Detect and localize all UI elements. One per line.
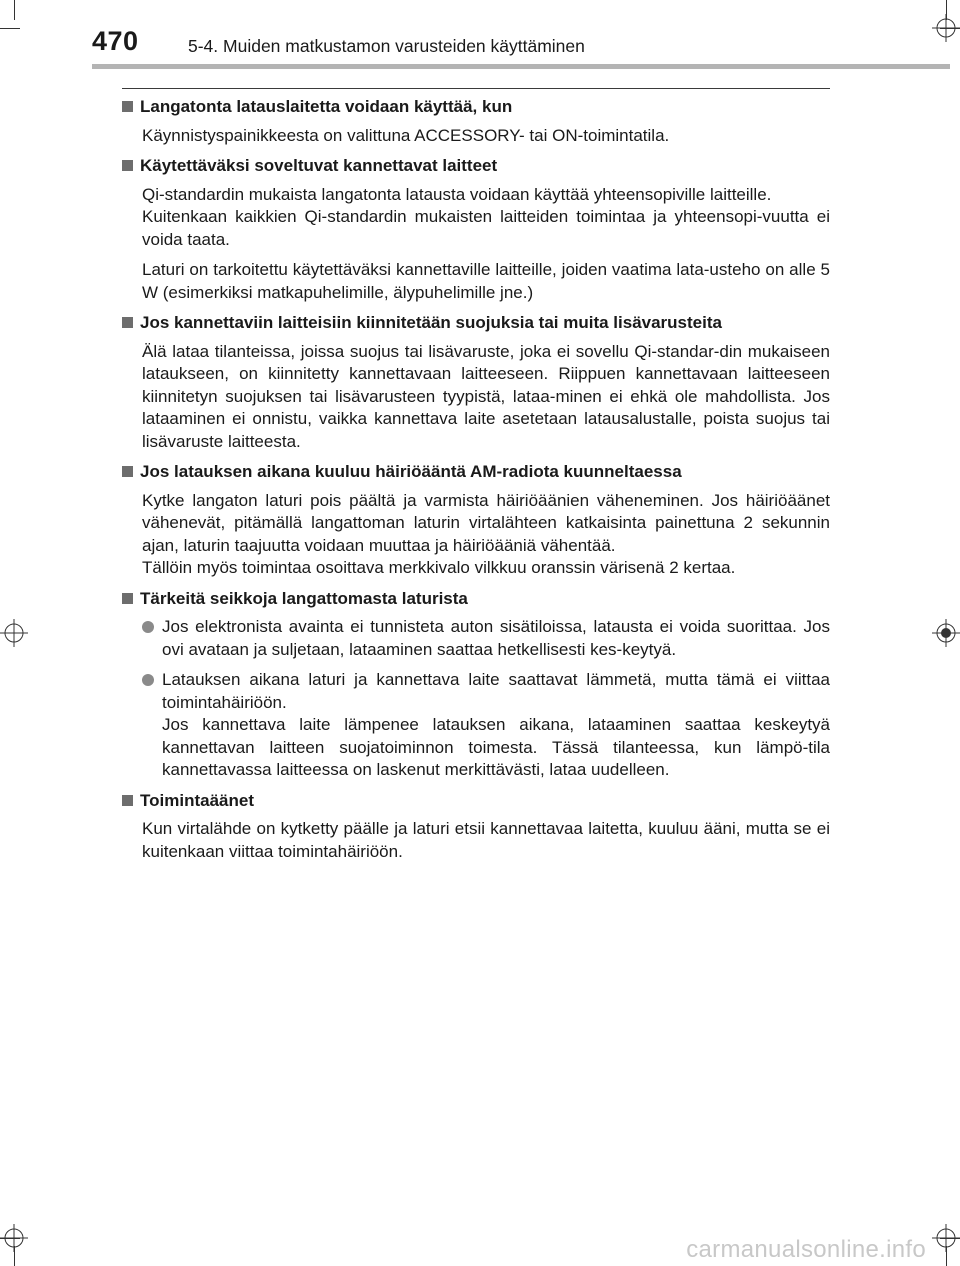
section-heading: [122, 155, 830, 178]
paragraph-line: Tällöin myös toimintaa osoittava merkkivalo vilkkuu oranssin värisenä 2 kertaa.: [142, 558, 736, 577]
paragraph-line: Käynnistyspainikkeesta on valittuna ACCESSORY- tai ON-toimintatila.: [142, 125, 670, 145]
section-block: [122, 96, 830, 147]
registration-mark-icon: [0, 1224, 28, 1252]
crop-line: [0, 28, 20, 29]
section-heading-text: Jos latauksen aikana kuuluu häiriöääntä AM-radiota kuunneltaessa: [140, 462, 682, 481]
square-bullet-icon: [122, 795, 133, 806]
bullet-line: Latauksen aikana laturi ja kannettava laite saattavat lämmetä, mutta tämä ei viittaa toimintahäiriöön.: [162, 670, 830, 712]
round-bullet-icon: [142, 621, 154, 633]
section-block: [122, 461, 830, 580]
paragraph-line: Qi-standardin mukaista langatonta latausta voidaan käyttää yhteensopiville laitteille.: [142, 184, 772, 204]
section-heading: [122, 461, 830, 484]
paragraph: [122, 341, 830, 454]
section-heading-text: Käytettäväksi soveltuvat kannettavat laitteet: [140, 156, 498, 175]
square-bullet-icon: [122, 101, 133, 112]
section-block: [122, 312, 830, 453]
header-bar: [92, 64, 950, 69]
section-block: [122, 588, 830, 782]
section-heading: [122, 312, 830, 335]
registration-mark-icon: [932, 14, 960, 42]
paragraph-line: Älä lataa tilanteissa, joissa suojus tai lisävaruste, joka ei sovellu Qi-standar-din mukaiseen lataukseen, on kiinnitetty kannettavaan laitteeseen. Riippuen kannettavaan laitteeseen kiinnitetyn suojuksen tai lisävarusteen tyypistä, lataa-minen ei ehkä ole mahdollista. Jos lataaminen ei onnistu, vaikka kannettava laite asetetaan latausalustalle, poista suojus tai lisävaruste laitteesta.: [142, 341, 830, 451]
registration-mark-icon: [0, 619, 28, 647]
round-bullet-icon: [142, 674, 154, 686]
section-heading-text: Langatonta latauslaitetta voidaan käyttää, kun: [140, 97, 513, 116]
section-heading: [122, 96, 830, 119]
section-heading-text: Toimintaäänet: [140, 790, 254, 810]
paragraph-line: Laturi on tarkoitettu käytettäväksi kannettaville laitteille, joiden vaatima lata-usteho on alle 5 W (esimerkiksi matkapuhelimille, älypuhelimille jne.): [142, 260, 830, 302]
paragraph: [122, 818, 830, 863]
paragraph: [122, 490, 830, 580]
bullet-line: Jos kannettava laite lämpenee latauksen aikana, lataaminen saattaa keskeytyä kannettavan laitteen suojatoiminnon toimesta. Tässä tilanteessa, kun lämpö-tila kannettavassa laitteessa on laskenut merkittävästi, lataa uudelleen.: [162, 715, 830, 779]
square-bullet-icon: [122, 466, 133, 477]
paragraph-line: Kuitenkaan kaikkien Qi-standardin mukaisten laitteiden toimintaa ja yhteensopi-vuutta ei voida taata.: [142, 207, 830, 249]
section-block: [122, 155, 830, 304]
bullet-text: [162, 616, 830, 661]
main-content: [122, 96, 830, 871]
page-number: 470: [92, 26, 139, 56]
registration-mark-icon: [932, 1224, 960, 1252]
bullet-item: [122, 669, 830, 782]
section-title: 5-4. Muiden matkustamon varusteiden käyttäminen: [188, 36, 585, 56]
section-heading: [122, 588, 830, 611]
crop-line: [14, 0, 15, 20]
bullet-line: Jos elektronista avainta ei tunnisteta auton sisätiloissa, latausta ei voida suorittaa. Jos ovi avataan ja suljetaan, lataaminen saattaa hetkellisesti kes-keytyä.: [162, 617, 830, 659]
paragraph-line: Kytke langaton laturi pois päältä ja varmista häiriöäänien väheneminen. Jos häiriöäänet vähenevät, pitämällä langattoman laturin virtalähteen katkaisinta painettuna 2 sekunnin ajan, laturin taajuutta voidaan muuttaa ja häiriöääniä vähentää.: [142, 490, 830, 555]
section-heading-text: Jos kannettaviin laitteisiin kiinnitetään suojuksia tai muita lisävarusteita: [140, 313, 722, 332]
watermark: carmanualsonline.info: [686, 1236, 926, 1263]
paragraph: [122, 259, 830, 304]
paragraph: [122, 125, 830, 148]
square-bullet-icon: [122, 160, 133, 171]
bullet-text: [162, 669, 830, 782]
square-bullet-icon: [122, 317, 133, 328]
header-rule: [122, 88, 830, 89]
registration-mark-icon: [932, 619, 960, 647]
section-heading: [122, 790, 830, 813]
section-heading-text: Tärkeitä seikkoja langattomasta laturista: [140, 588, 468, 608]
paragraph-line: Kun virtalähde on kytketty päälle ja laturi etsii kannettavaa laitetta, kuuluu ääni, mutta se ei kuitenkaan viittaa toimintahäiriöön.: [142, 819, 830, 861]
square-bullet-icon: [122, 593, 133, 604]
paragraph: [122, 184, 830, 252]
bullet-item: [122, 616, 830, 661]
section-block: [122, 790, 830, 864]
